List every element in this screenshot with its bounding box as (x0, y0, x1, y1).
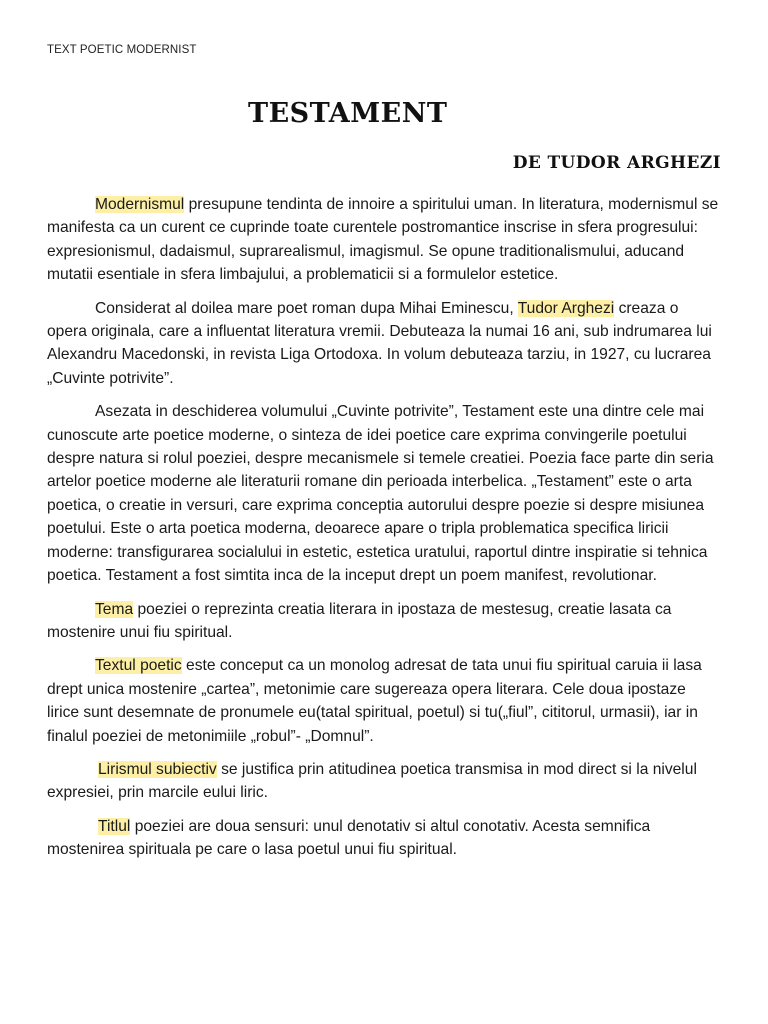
header-label: TEXT POETIC MODERNIST (47, 44, 197, 56)
highlight-term: Lirismul subiectiv (98, 760, 217, 778)
author-line: DE TUDOR ARGHEZI (512, 153, 721, 173)
paragraph-text-poetic (47, 654, 722, 748)
highlight-term: Tema (95, 600, 134, 618)
paragraph-text: presupune tendinta de innoire a spiritului uman. In literatura, modernismul se manifesta ca un curent ce cuprinde toate curentele postromantice inscrise in sfera progresului: expresionismul, dadaismul, suprarealismul, imagismul. Se opune traditionalismului, aducand mutatii esentiale in sfera limbajului, a problematicii si a formulelor estetice. (47, 196, 719, 284)
paragraph-text: este conceput ca un monolog adresat de tata unui fiu spiritual caruia ii lasa drept unica mostenire „cartea”, metonimie care sugereaza opera literara. Cele doua ipostaze lirice sunt desemnate de pronumele eu(tatal spiritual, poetul) si tu(„fiul”, cititorul, urmasii), iar in finalul poeziei de metonimiile „robul”- „Domnul”. (47, 657, 702, 745)
paragraph-lirism (47, 758, 722, 805)
paragraph-text: se justifica prin atitudinea poetica transmisa in mod direct si la nivelul expresiei, prin marcile eului liric. (47, 760, 697, 802)
paragraph-author (47, 297, 722, 391)
paragraph-text: Considerat al doilea mare poet roman dupa Mihai Eminescu, (95, 299, 518, 317)
paragraph-text: creaza o opera originala, care a influentat literatura vremii. Debuteaza la numai 16 ani, sub indrumarea lui Alexandru Macedonski, in revista Liga Ortodoxa. In volum debuteaza tarziu, in 1927, cu lucrarea „Cuvinte potrivite”. (47, 299, 712, 387)
paragraph-titlul (47, 815, 722, 862)
document-title: TESTAMENT (248, 98, 448, 129)
paragraph-context: Asezata in deschiderea volumului „Cuvinte potrivite”, Testament este una dintre cele mai cunoscute arte poetice moderne, o sinteza de idei poetice care exprima convingerile poetului despre natura si rolul poeziei, despre mecanismele si temele creatiei. Poezia face parte din seria artelor poetice moderne ale literaturii romane din perioada interbelica. „Testament” este o arta poetica, o creatie in versuri, care exprima conceptia autorului despre poezie si despre misiunea poetului. Este o arta poetica moderna, deoarece apare o tripla problematica specifica liricii moderne: transfigurarea socialului in estetic, estetica uratului, raportul dintre inspiratie si tehnica poetica. Testament a fost simtita inca de la inceput drept un poem manifest, revolutionar. (47, 403, 714, 585)
paragraph-modernism (47, 193, 722, 287)
paragraph-tema (47, 598, 722, 645)
body-text (47, 193, 722, 872)
highlight-term: Textul poetic (95, 657, 182, 675)
paragraph-text: poeziei are doua sensuri: unul denotativ si altul conotativ. Acesta semnifica mostenirea spirituala pe care o lasa poetul unui fiu spiritual. (47, 817, 651, 859)
highlight-term: Titlul (98, 817, 131, 835)
highlight-term: Modernismul (95, 196, 185, 213)
highlight-term: Tudor Arghezi (517, 299, 615, 317)
paragraph-text: poeziei o reprezinta creatia literara in ipostaza de mestesug, creatie lasata ca mostenire unui fiu spiritual. (47, 600, 672, 641)
